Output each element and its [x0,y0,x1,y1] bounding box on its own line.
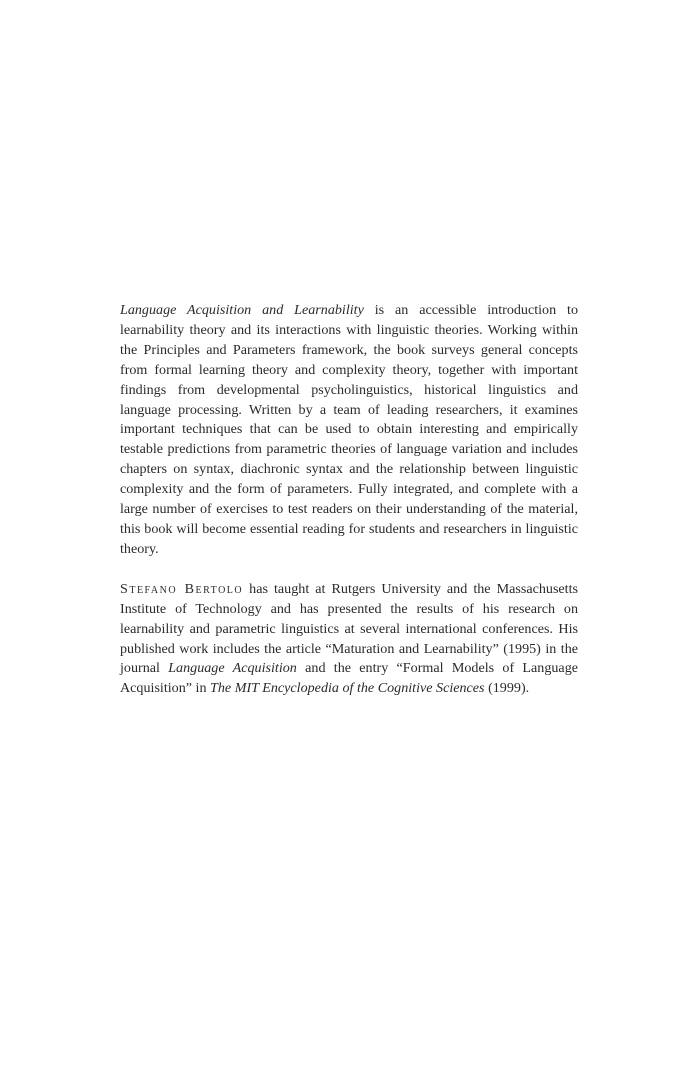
text-block [120,301,578,699]
author-name: Stefano Bertolo [120,580,244,597]
encyclopedia-title: The MIT Encyclopedia of the Cognitive Sciences [210,680,485,697]
author-bio-text-1: has taught at Rutgers University and the Massachusetts Institute of Technology and has presented the results of his research on learnability and parametric linguistics at several international conferences. His published work includes the article “Maturation and Learnability” (1995) in the journal [120,580,578,677]
book-title: Language Acquisition and Learnability [120,302,364,318]
author-bio-text-3: (1999). [484,680,530,697]
author-bio-text-2: and the entry “Formal Models of Language Acquisition” in [120,660,578,697]
author-bio [120,580,578,699]
journal-title: Language Acquisition [168,660,297,677]
book-description-text: is an accessible introduction to learnability theory and its interactions with linguistic theories. Working within the Principles and Parameters framework, the book surveys general concepts from formal learning theory and complexity theory, together with important findings from developmental psycholinguistics, historical linguistics and language processing. Written by a team of leading researchers, it examines important techniques that can be used to obtain interesting and empirically testable predictions from parametric theories of language variation and includes chapters on syntax, diachronic syntax and the relationship between linguistic complexity and the form of parameters. Fully integrated, and complete with a large number of exercises to test readers on their understanding of the material, this book will become essential reading for students and researchers in linguistic theory. [120,302,578,557]
book-description [120,301,578,560]
